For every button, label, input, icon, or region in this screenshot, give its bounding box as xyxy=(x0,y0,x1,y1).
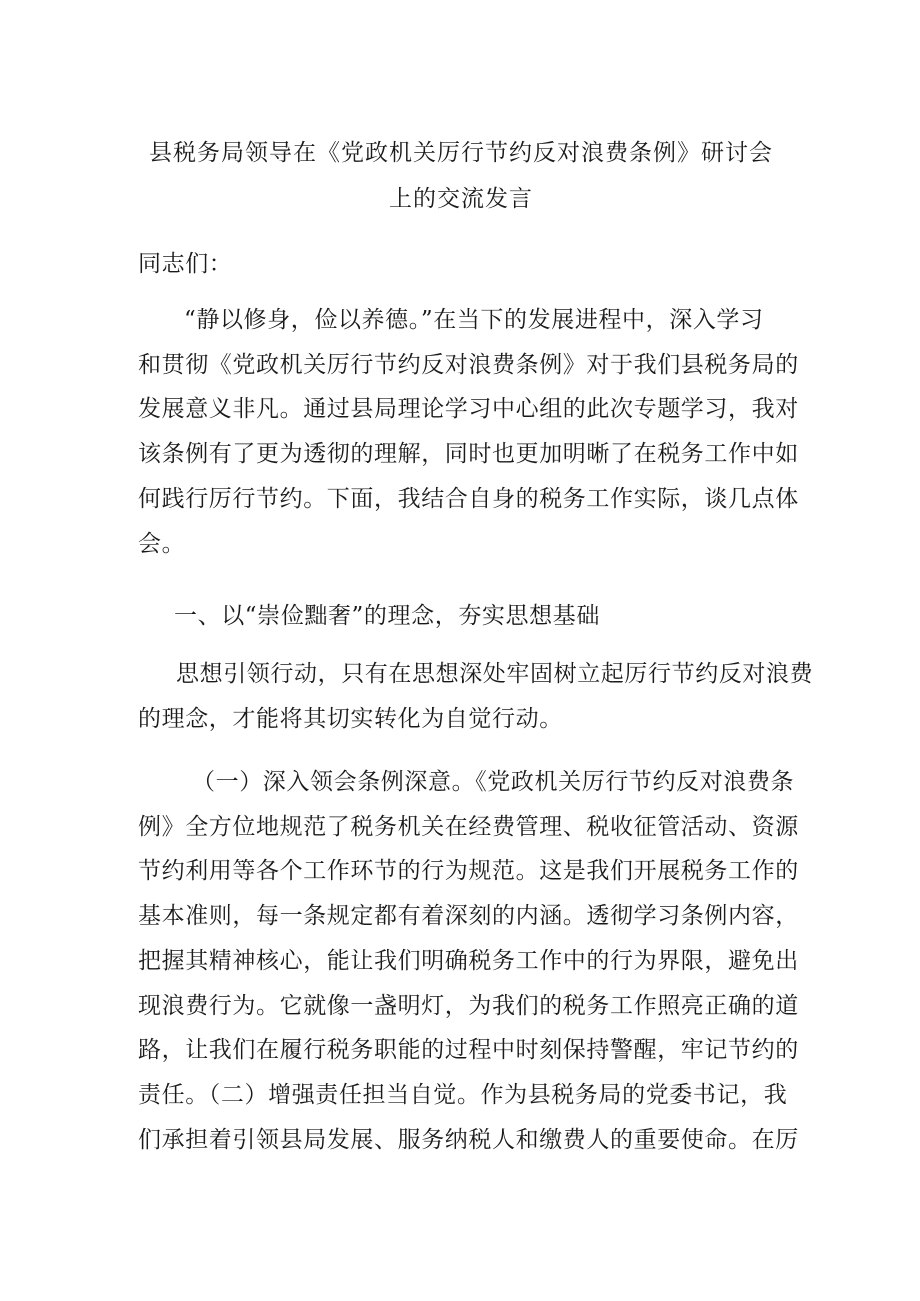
title-line-1: 县税务局领导在《党政机关厉行节约反对浪费条例》研讨会 xyxy=(149,140,773,166)
paragraph-line: 路，让我们在履行税务职能的过程中时刻保持警醒，牢记节约的 xyxy=(138,1037,799,1064)
paragraph-line: 和贯彻《党政机关厉行节约反对浪费条例》对于我们县税务局的 xyxy=(138,351,799,378)
paragraph-intro xyxy=(138,298,799,566)
paragraph-line: 节约利用等各个工作环节的行为规范。这是我们开展税务工作的 xyxy=(138,858,799,885)
paragraph-line: 该条例有了更为透彻的理解，同时也更加明晰了在税务工作中如 xyxy=(138,441,799,468)
heading-text: 一、以“崇俭黜奢”的理念，夯实思想基础 xyxy=(174,603,600,629)
paragraph-line: 例》全方位地规范了税务机关在经费管理、税收征管活动、资源 xyxy=(138,813,799,840)
title-line-2: 上的交流发言 xyxy=(389,186,533,212)
section-heading-1 xyxy=(138,594,784,639)
paragraph-line: 现浪费行为。它就像一盏明灯，为我们的税务工作照亮正确的道 xyxy=(138,992,799,1019)
paragraph-line: 发展意义非凡。通过县局理论学习中心组的此次专题学习，我对 xyxy=(138,396,799,423)
paragraph-line: 责任。（二）增强责任担当自觉。作为县税务局的党委书记，我 xyxy=(138,1081,788,1108)
paragraph-line: （一）深入领会条例深意。《党政机关厉行节约反对浪费条 xyxy=(192,769,795,795)
paragraph-line: 把握其精神核心，能让我们明确税务工作中的行为界限，避免出 xyxy=(138,947,799,974)
paragraph-line: 的理念，才能将其切实转化为自觉行动。 xyxy=(138,705,563,732)
paragraph-section-intro xyxy=(138,652,814,741)
paragraph-line: 会。 xyxy=(138,530,186,557)
salutation-text: 同志们： xyxy=(138,251,233,277)
paragraph-line: 思想引领行动，只有在思想深处牢固树立起厉行节约反对浪费 xyxy=(176,661,814,687)
paragraph-line: 基本准则，每一条规定都有着深刻的内涵。透彻学习条例内容， xyxy=(138,903,799,930)
paragraph-line: “静以修身，俭以养德。”在当下的发展进程中，深入学习 xyxy=(184,307,764,333)
document-title xyxy=(138,130,784,222)
paragraph-subsections xyxy=(138,760,799,1162)
paragraph-line: 们承担着引领县局发展、服务纳税人和缴费人的重要使命。在厉 xyxy=(138,1126,799,1153)
salutation xyxy=(138,242,784,287)
paragraph-line: 何践行厉行节约。下面，我结合自身的税务工作实际，谈几点体 xyxy=(138,485,799,512)
